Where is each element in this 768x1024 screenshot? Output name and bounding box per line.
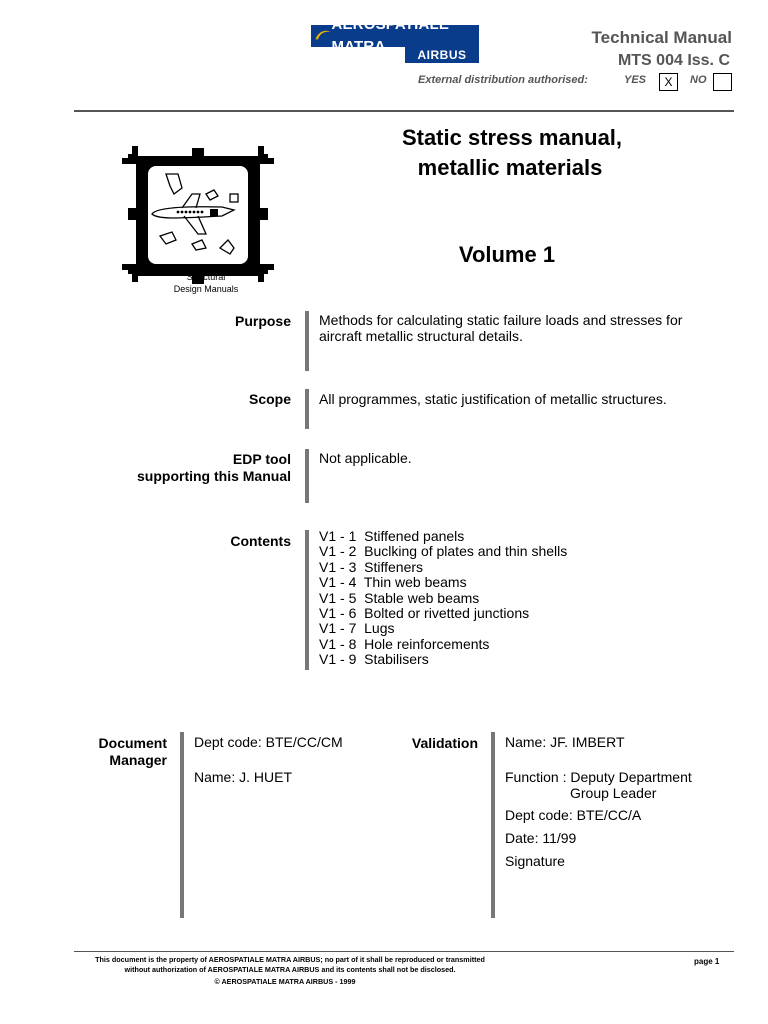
copyright: © AEROSPATIALE MATRA AIRBUS - 1999 — [214, 977, 356, 986]
purpose-text: Methods for calculating static failure loads and stresses for aircraft metallic structural details. — [319, 312, 683, 344]
validator-name: Name: JF. IMBERT — [505, 734, 625, 750]
no-label: NO — [690, 74, 707, 86]
property-notice: This document is the property of AEROSPATIALE MATRA AIRBUS; no part of it shall be reproduced or transmitted without authorization of AEROSPATIALE MATRA AIRBUS and its contents shall not be disclosed. — [95, 955, 485, 974]
yes-checkbox[interactable]: X — [659, 73, 678, 91]
company-logo — [311, 16, 479, 63]
contents-item: V1 - 8 Hole reinforcements — [319, 635, 490, 652]
contents-item: V1 - 7 Lugs — [319, 620, 395, 637]
logo-text-top: AEROSPATIALE MATRA — [331, 16, 450, 55]
document-manager-bar — [180, 732, 184, 918]
manual-title-line1: Static stress manual, — [401, 125, 623, 150]
edp-text: Not applicable. — [319, 450, 412, 466]
contents-item: V1 - 9 Stabilisers — [319, 651, 429, 668]
contents-item: V1 - 6 Bolted or rivetted junctions — [319, 605, 530, 622]
contents-label: Contents — [230, 533, 291, 549]
yes-label: YES — [624, 74, 647, 86]
contents-item: V1 - 2 Buclking of plates and thin shells — [319, 543, 568, 560]
contents-item: V1 - 4 Thin web beams — [319, 574, 467, 591]
manual-type: Technical Manual — [591, 28, 732, 47]
emblem-caption: Structural Design Manuals — [173, 272, 239, 294]
footer-divider — [74, 951, 734, 952]
contents-bar — [305, 530, 309, 670]
purpose-bar — [305, 311, 309, 371]
purpose-label: Purpose — [234, 313, 291, 329]
contents-item: V1 - 5 Stable web beams — [319, 589, 480, 606]
edp-bar — [305, 449, 309, 503]
manual-title-line2: metallic materials — [417, 155, 603, 180]
scope-text: All programmes, static justification of metallic structures. — [319, 391, 667, 407]
scope-bar — [305, 389, 309, 429]
logo-text-bottom: AIRBUS — [405, 47, 479, 63]
signature-label: Signature — [505, 853, 565, 869]
distribution-label: External distribution authorised: — [418, 74, 588, 86]
edp-label: EDP tool supporting this Manual — [137, 451, 291, 484]
validation-bar — [491, 732, 495, 918]
contents-list — [319, 529, 567, 668]
manager-dept-code: Dept code: BTE/CC/CM — [194, 734, 343, 750]
contents-item: V1 - 3 Stiffeners — [319, 558, 424, 575]
structural-design-emblem-icon — [122, 144, 274, 286]
validation-date: Date: 11/99 — [505, 830, 577, 846]
page-number: page 1 — [694, 957, 720, 966]
scope-label: Scope — [248, 391, 291, 407]
validator-dept-code: Dept code: BTE/CC/A — [505, 807, 642, 823]
no-checkbox[interactable] — [713, 73, 732, 91]
header-divider — [74, 110, 734, 112]
swoosh-icon — [313, 25, 331, 47]
manager-name: Name: J. HUET — [194, 769, 293, 785]
contents-item: V1 - 1 Stiffened panels — [319, 528, 465, 544]
validation-label: Validation — [411, 735, 478, 751]
volume-title: Volume 1 — [458, 242, 556, 267]
validator-function: Function : Deputy Department Group Leader — [505, 769, 692, 801]
document-id: MTS 004 Iss. C — [617, 52, 730, 69]
document-manager-label: Document Manager — [98, 735, 167, 768]
